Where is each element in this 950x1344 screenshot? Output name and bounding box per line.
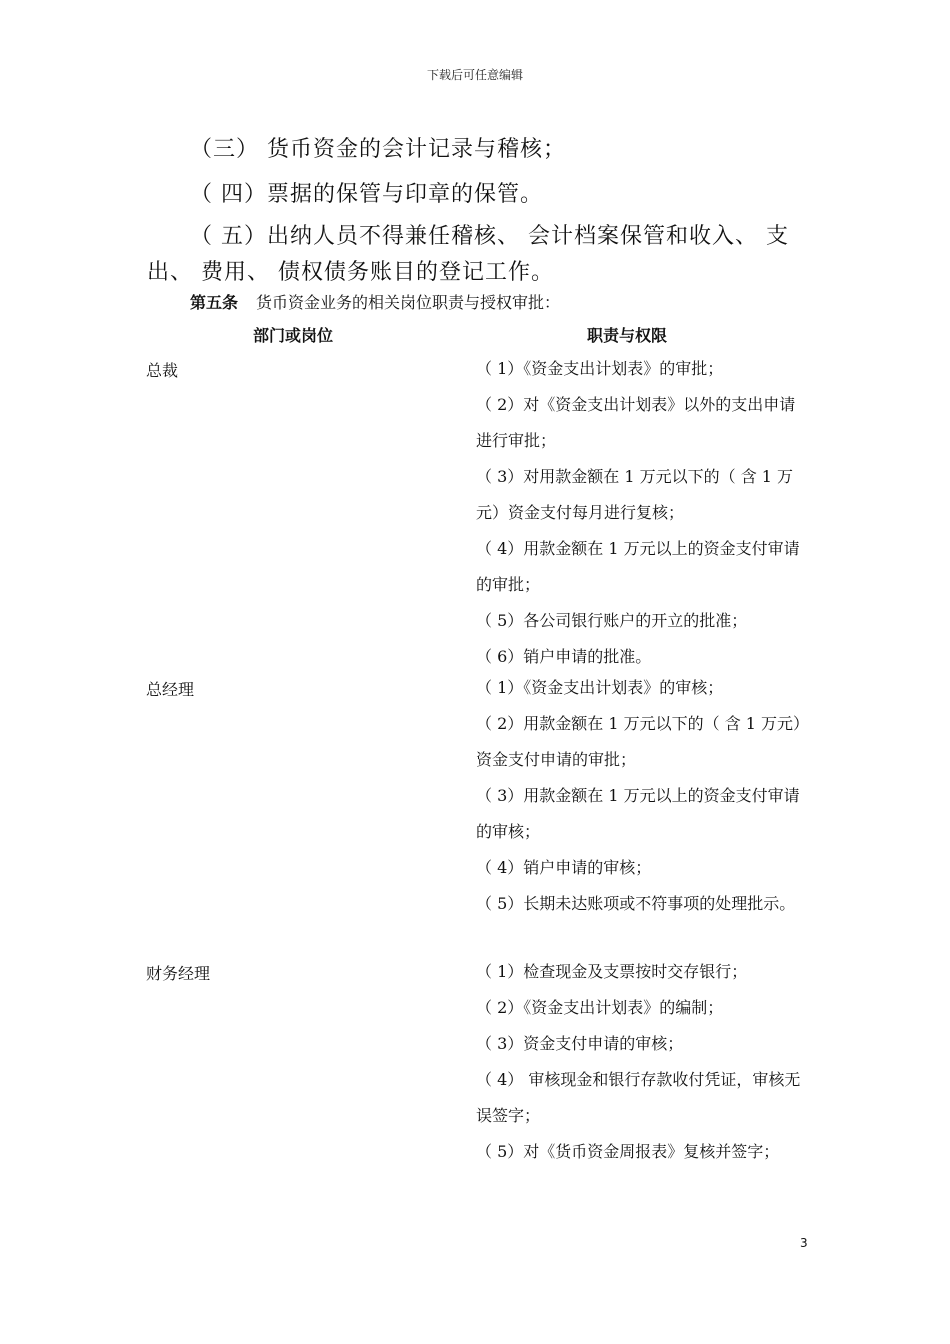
duty-item: （ 1）《资金支出计划表》的审批； <box>476 359 724 378</box>
table-header-duties: 职责与权限 <box>587 326 668 345</box>
duty-item: （ 5）各公司银行账户的开立的批准； <box>476 611 748 630</box>
article-text: 货币资金业务的相关岗位职责与授权审批： <box>256 293 561 312</box>
duty-item: （ 4）销户申请的审核； <box>476 858 652 877</box>
table-row-role-finance-manager: 财务经理 <box>146 964 211 983</box>
paragraph-item-3: （三） 货币资金的会计记录与稽核； <box>190 137 566 162</box>
paragraph-item-4: （ 四）票据的保管与印章的保管。 <box>190 182 543 207</box>
table-header-department: 部门或岗位 <box>253 326 334 345</box>
duty-item: （ 2）用款金额在 1 万元以下的（ 含 1 万元）资金支付申请的审批； <box>476 714 802 769</box>
paragraph-item-5-line-1: （ 五）出纳人员不得兼任稽核、 会计档案保管和收入、 支 <box>190 224 789 249</box>
page-header: 下载后可任意编辑 <box>426 68 523 82</box>
duty-item: （ 5）对《货币资金周报表》复核并签字； <box>476 1142 780 1161</box>
table-row-role-general-manager: 总经理 <box>146 680 195 699</box>
duty-item: （ 5）长期未达账项或不符事项的处理批示。 <box>476 894 796 913</box>
duty-item: （ 1）检查现金及支票按时交存银行； <box>476 962 748 981</box>
page-number: 3 <box>800 1236 808 1250</box>
article-5 <box>190 290 560 313</box>
duty-item: （ 2）对《资金支出计划表》以外的支出申请进行审批； <box>476 395 796 450</box>
duty-item: （ 4） 审核现金和银行存款收付凭证，审核无误签字； <box>476 1070 801 1125</box>
duty-item: （ 2）《资金支出计划表》的编制； <box>476 998 724 1017</box>
table-row-duties-general-manager <box>476 670 806 922</box>
paragraph-item-5-line-2: 出、 费用、 债权债务账目的登记工作。 <box>147 260 554 285</box>
paragraph-item-5 <box>147 219 812 291</box>
duty-item: （ 3）资金支付申请的审核； <box>476 1034 684 1053</box>
duty-item: （ 1）《资金支出计划表》的审核； <box>476 678 724 697</box>
table-row-role-president: 总裁 <box>146 361 179 380</box>
duty-item: （ 3）用款金额在 1 万元以上的资金支付审请的审核； <box>476 786 800 841</box>
duty-item: （ 3）对用款金额在 1 万元以下的（ 含 1 万元）资金支付每月进行复核； <box>476 467 794 522</box>
table-row-duties-president <box>476 351 806 675</box>
article-label: 第五条 <box>190 293 239 312</box>
table-row-duties-finance-manager <box>476 954 806 1170</box>
duty-item: （ 4）用款金额在 1 万元以上的资金支付审请的审批； <box>476 539 800 594</box>
duty-item: （ 6）销户申请的批准。 <box>476 647 652 666</box>
